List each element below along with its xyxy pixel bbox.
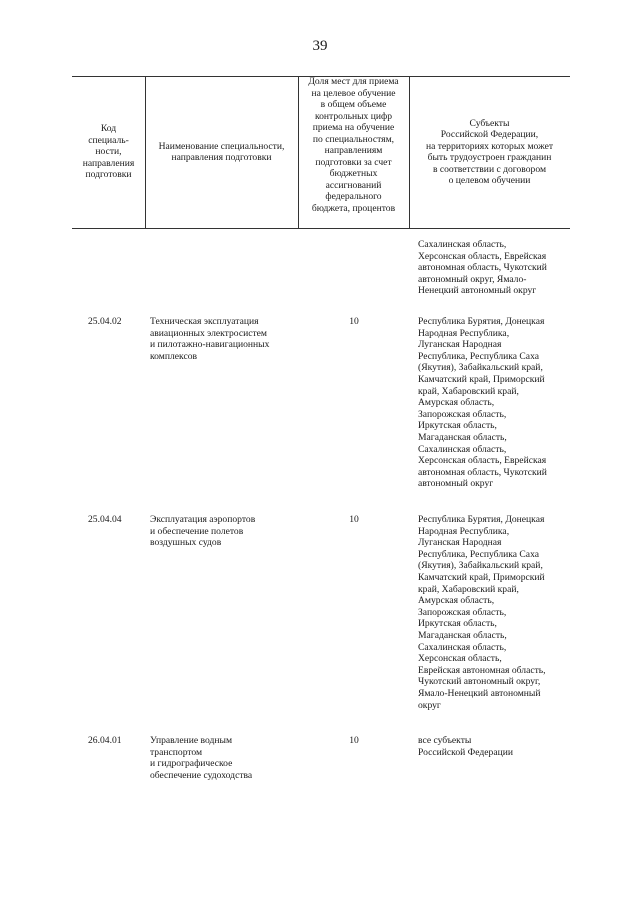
row-code: 25.04.04 (88, 514, 122, 525)
row-subjects: все субъекты Российской Федерации (418, 735, 513, 758)
header-bottom-rule (72, 228, 570, 229)
row-code: 25.04.02 (88, 316, 122, 327)
row-name: Эксплуатация аэропортов и обеспечение полетов воздушных судов (150, 514, 256, 549)
header-subjects: Субъекты Российской Федерации, на территориях которых может быть трудоустроен гражданин в соответствии с договором о целевом обучении (425, 117, 554, 186)
row-subjects: Республика Бурятия, Донецкая Народная Республика, Луганская Народная Республика, Республика Саха (Якутия), Забайкальский край, Камчатский край, Приморский край, Хабаровский край, Амурская область, Запорожская область, Иркутская область, Магаданская область, Сахалинская область, Херсонская область, Еврейская автономная область, Чукотский автономный округ, Ямало-Ненецкий автономный округ (418, 514, 546, 711)
row-share: 10 (349, 316, 359, 327)
row-share: 10 (349, 735, 359, 746)
row-code: 26.04.01 (88, 735, 122, 746)
header-share: Доля мест для приема на целевое обучение в общем объеме контрольных цифр приема на обучение по специальностям, направлениям подготовки за счет бюджетных ассигнований федерального бюджета, процентов (308, 76, 399, 214)
row-subjects: Республика Бурятия, Донецкая Народная Республика, Луганская Народная Республика, Республика Саха (Якутия), Забайкальский край, Камчатский край, Приморский край, Хабаровский край, Амурская область, Запорожская область, Иркутская область, Магаданская область, Сахалинская область, Херсонская область, Еврейская автономная область, Чукотский автономный округ (418, 316, 547, 490)
row-name: Техническая эксплуатация авиационных электросистем и пилотажно-навигационных комплексов (150, 316, 270, 362)
page-number: 39 (312, 38, 328, 54)
header-name: Наименование специальности, направления подготовки (158, 140, 285, 163)
header-code: Код специаль- ности, направления подготовки (82, 123, 135, 181)
row-name: Управление водным транспортом и гидрографическое обеспечение судоходства (150, 735, 253, 781)
row-share: 10 (349, 514, 359, 525)
continuation-subjects: Сахалинская область, Херсонская область, Еврейская автономная область, Чукотский автономный округ, Ямало- Ненецкий автономный округ (418, 239, 547, 297)
